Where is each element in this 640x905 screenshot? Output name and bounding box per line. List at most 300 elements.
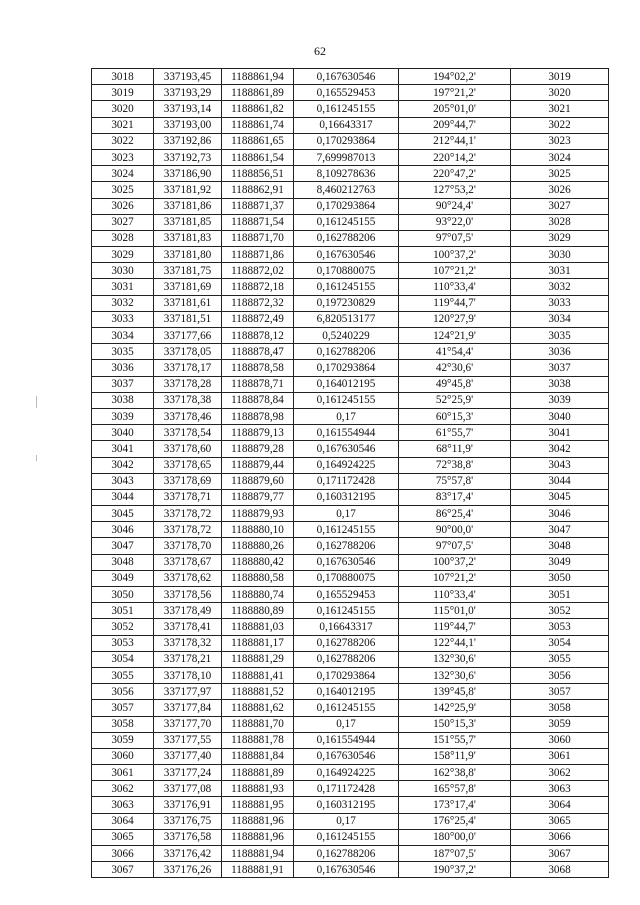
bearing-cell: 132°30,6' <box>399 651 511 667</box>
bearing-cell: 212°44,1' <box>399 133 511 149</box>
point-number-cell: 3058 <box>92 716 154 732</box>
point-number-cell: 3019 <box>92 85 154 101</box>
y-coordinate-cell: 1188856,51 <box>222 166 294 182</box>
next-point-cell: 3037 <box>511 360 609 376</box>
table-row <box>92 554 609 570</box>
point-number-cell: 3031 <box>92 279 154 295</box>
y-coordinate-cell: 1188879,93 <box>222 506 294 522</box>
next-point-cell: 3051 <box>511 587 609 603</box>
distance-cell: 0,161245155 <box>294 700 399 716</box>
table-row <box>92 198 609 214</box>
x-coordinate-cell: 337178,28 <box>154 376 222 392</box>
table-row <box>92 522 609 538</box>
distance-cell: 0,17 <box>294 813 399 829</box>
table-row <box>92 700 609 716</box>
x-coordinate-cell: 337176,26 <box>154 862 222 878</box>
bearing-cell: 93°22,0' <box>399 214 511 230</box>
distance-cell: 0,161245155 <box>294 522 399 538</box>
bearing-cell: 205°01,0' <box>399 101 511 117</box>
table-row <box>92 716 609 732</box>
y-coordinate-cell: 1188880,89 <box>222 603 294 619</box>
table-row <box>92 635 609 651</box>
next-point-cell: 3060 <box>511 732 609 748</box>
x-coordinate-cell: 337181,86 <box>154 198 222 214</box>
distance-cell: 0,161245155 <box>294 214 399 230</box>
x-coordinate-cell: 337178,72 <box>154 522 222 538</box>
table-row <box>92 295 609 311</box>
distance-cell: 0,162788206 <box>294 635 399 651</box>
distance-cell: 8,109278636 <box>294 166 399 182</box>
x-coordinate-cell: 337177,66 <box>154 328 222 344</box>
point-number-cell: 3024 <box>92 166 154 182</box>
next-point-cell: 3067 <box>511 846 609 862</box>
bearing-cell: 162°38,8' <box>399 765 511 781</box>
coordinates-table-body <box>92 69 609 878</box>
point-number-cell: 3032 <box>92 295 154 311</box>
distance-cell: 0,161245155 <box>294 101 399 117</box>
y-coordinate-cell: 1188861,94 <box>222 69 294 85</box>
next-point-cell: 3061 <box>511 748 609 764</box>
y-coordinate-cell: 1188878,58 <box>222 360 294 376</box>
point-number-cell: 3030 <box>92 263 154 279</box>
distance-cell: 0,162788206 <box>294 538 399 554</box>
next-point-cell: 3026 <box>511 182 609 198</box>
bearing-cell: 187°07,5' <box>399 846 511 862</box>
distance-cell: 0,162788206 <box>294 651 399 667</box>
next-point-cell: 3066 <box>511 829 609 845</box>
bearing-cell: 142°25,9' <box>399 700 511 716</box>
bearing-cell: 132°30,6' <box>399 667 511 683</box>
bearing-cell: 68°11,9' <box>399 441 511 457</box>
bearing-cell: 120°27,9' <box>399 311 511 327</box>
table-row <box>92 360 609 376</box>
y-coordinate-cell: 1188881,62 <box>222 700 294 716</box>
bearing-cell: 194°02,2' <box>399 69 511 85</box>
point-number-cell: 3028 <box>92 230 154 246</box>
distance-cell: 0,17 <box>294 506 399 522</box>
table-row <box>92 69 609 85</box>
y-coordinate-cell: 1188881,94 <box>222 846 294 862</box>
table-row <box>92 392 609 408</box>
y-coordinate-cell: 1188872,49 <box>222 311 294 327</box>
distance-cell: 0,164012195 <box>294 376 399 392</box>
next-point-cell: 3021 <box>511 101 609 117</box>
point-number-cell: 3048 <box>92 554 154 570</box>
next-point-cell: 3041 <box>511 425 609 441</box>
table-row <box>92 328 609 344</box>
bearing-cell: 115°01,0' <box>399 603 511 619</box>
x-coordinate-cell: 337193,00 <box>154 117 222 133</box>
distance-cell: 0,170880075 <box>294 263 399 279</box>
point-number-cell: 3057 <box>92 700 154 716</box>
y-coordinate-cell: 1188881,70 <box>222 716 294 732</box>
y-coordinate-cell: 1188880,26 <box>222 538 294 554</box>
point-number-cell: 3026 <box>92 198 154 214</box>
x-coordinate-cell: 337178,32 <box>154 635 222 651</box>
y-coordinate-cell: 1188881,91 <box>222 862 294 878</box>
distance-cell: 0,161245155 <box>294 829 399 845</box>
next-point-cell: 3065 <box>511 813 609 829</box>
x-coordinate-cell: 337176,75 <box>154 813 222 829</box>
x-coordinate-cell: 337178,05 <box>154 344 222 360</box>
next-point-cell: 3045 <box>511 489 609 505</box>
bearing-cell: 110°33,4' <box>399 587 511 603</box>
table-row <box>92 101 609 117</box>
x-coordinate-cell: 337181,83 <box>154 230 222 246</box>
y-coordinate-cell: 1188881,89 <box>222 765 294 781</box>
y-coordinate-cell: 1188862,91 <box>222 182 294 198</box>
bearing-cell: 119°44,7' <box>399 619 511 635</box>
point-number-cell: 3025 <box>92 182 154 198</box>
y-coordinate-cell: 1188872,02 <box>222 263 294 279</box>
point-number-cell: 3054 <box>92 651 154 667</box>
margin-mark <box>36 455 37 461</box>
next-point-cell: 3055 <box>511 651 609 667</box>
next-point-cell: 3053 <box>511 619 609 635</box>
point-number-cell: 3021 <box>92 117 154 133</box>
y-coordinate-cell: 1188881,84 <box>222 748 294 764</box>
next-point-cell: 3049 <box>511 554 609 570</box>
distance-cell: 0,170293864 <box>294 667 399 683</box>
y-coordinate-cell: 1188881,41 <box>222 667 294 683</box>
table-row <box>92 781 609 797</box>
point-number-cell: 3046 <box>92 522 154 538</box>
x-coordinate-cell: 337186,90 <box>154 166 222 182</box>
point-number-cell: 3055 <box>92 667 154 683</box>
point-number-cell: 3052 <box>92 619 154 635</box>
next-point-cell: 3031 <box>511 263 609 279</box>
x-coordinate-cell: 337177,84 <box>154 700 222 716</box>
distance-cell: 0,165529453 <box>294 85 399 101</box>
point-number-cell: 3067 <box>92 862 154 878</box>
point-number-cell: 3033 <box>92 311 154 327</box>
next-point-cell: 3044 <box>511 473 609 489</box>
distance-cell: 0,17 <box>294 716 399 732</box>
distance-cell: 0,161245155 <box>294 392 399 408</box>
x-coordinate-cell: 337178,70 <box>154 538 222 554</box>
next-point-cell: 3047 <box>511 522 609 538</box>
bearing-cell: 150°15,3' <box>399 716 511 732</box>
point-number-cell: 3059 <box>92 732 154 748</box>
point-number-cell: 3061 <box>92 765 154 781</box>
table-row <box>92 408 609 424</box>
next-point-cell: 3024 <box>511 149 609 165</box>
table-row <box>92 182 609 198</box>
bearing-cell: 165°57,8' <box>399 781 511 797</box>
point-number-cell: 3027 <box>92 214 154 230</box>
next-point-cell: 3058 <box>511 700 609 716</box>
table-row <box>92 166 609 182</box>
y-coordinate-cell: 1188861,89 <box>222 85 294 101</box>
x-coordinate-cell: 337178,17 <box>154 360 222 376</box>
next-point-cell: 3036 <box>511 344 609 360</box>
next-point-cell: 3046 <box>511 506 609 522</box>
x-coordinate-cell: 337193,14 <box>154 101 222 117</box>
y-coordinate-cell: 1188871,86 <box>222 247 294 263</box>
x-coordinate-cell: 337178,38 <box>154 392 222 408</box>
table-row <box>92 765 609 781</box>
bearing-cell: 197°21,2' <box>399 85 511 101</box>
point-number-cell: 3037 <box>92 376 154 392</box>
bearing-cell: 151°55,7' <box>399 732 511 748</box>
distance-cell: 0,161554944 <box>294 732 399 748</box>
distance-cell: 0,161245155 <box>294 603 399 619</box>
distance-cell: 0,162788206 <box>294 344 399 360</box>
distance-cell: 0,170880075 <box>294 570 399 586</box>
next-point-cell: 3043 <box>511 457 609 473</box>
table-row <box>92 117 609 133</box>
table-row <box>92 344 609 360</box>
x-coordinate-cell: 337193,45 <box>154 69 222 85</box>
x-coordinate-cell: 337177,40 <box>154 748 222 764</box>
next-point-cell: 3023 <box>511 133 609 149</box>
next-point-cell: 3064 <box>511 797 609 813</box>
x-coordinate-cell: 337192,86 <box>154 133 222 149</box>
y-coordinate-cell: 1188878,12 <box>222 328 294 344</box>
table-row <box>92 603 609 619</box>
next-point-cell: 3019 <box>511 69 609 85</box>
y-coordinate-cell: 1188878,84 <box>222 392 294 408</box>
bearing-cell: 209°44,7' <box>399 117 511 133</box>
bearing-cell: 158°11,9' <box>399 748 511 764</box>
distance-cell: 0,164924225 <box>294 765 399 781</box>
table-row <box>92 473 609 489</box>
bearing-cell: 107°21,2' <box>399 570 511 586</box>
distance-cell: 0,170293864 <box>294 198 399 214</box>
table-row <box>92 376 609 392</box>
point-number-cell: 3039 <box>92 408 154 424</box>
table-row <box>92 667 609 683</box>
distance-cell: 0,167630546 <box>294 247 399 263</box>
distance-cell: 0,197230829 <box>294 295 399 311</box>
y-coordinate-cell: 1188879,44 <box>222 457 294 473</box>
y-coordinate-cell: 1188881,95 <box>222 797 294 813</box>
bearing-cell: 139°45,8' <box>399 684 511 700</box>
distance-cell: 0,16643317 <box>294 619 399 635</box>
table-row <box>92 862 609 878</box>
table-row <box>92 538 609 554</box>
next-point-cell: 3025 <box>511 166 609 182</box>
x-coordinate-cell: 337178,71 <box>154 489 222 505</box>
bearing-cell: 61°55,7' <box>399 425 511 441</box>
point-number-cell: 3018 <box>92 69 154 85</box>
distance-cell: 0,170293864 <box>294 360 399 376</box>
point-number-cell: 3035 <box>92 344 154 360</box>
distance-cell: 0,167630546 <box>294 748 399 764</box>
next-point-cell: 3048 <box>511 538 609 554</box>
bearing-cell: 60°15,3' <box>399 408 511 424</box>
bearing-cell: 100°37,2' <box>399 247 511 263</box>
next-point-cell: 3028 <box>511 214 609 230</box>
y-coordinate-cell: 1188878,47 <box>222 344 294 360</box>
table-row <box>92 797 609 813</box>
table-row <box>92 441 609 457</box>
table-row <box>92 133 609 149</box>
next-point-cell: 3050 <box>511 570 609 586</box>
point-number-cell: 3060 <box>92 748 154 764</box>
x-coordinate-cell: 337178,65 <box>154 457 222 473</box>
point-number-cell: 3049 <box>92 570 154 586</box>
x-coordinate-cell: 337178,67 <box>154 554 222 570</box>
table-row <box>92 732 609 748</box>
y-coordinate-cell: 1188871,70 <box>222 230 294 246</box>
bearing-cell: 176°25,4' <box>399 813 511 829</box>
x-coordinate-cell: 337177,70 <box>154 716 222 732</box>
next-point-cell: 3032 <box>511 279 609 295</box>
x-coordinate-cell: 337178,72 <box>154 506 222 522</box>
y-coordinate-cell: 1188879,77 <box>222 489 294 505</box>
y-coordinate-cell: 1188880,10 <box>222 522 294 538</box>
next-point-cell: 3027 <box>511 198 609 214</box>
next-point-cell: 3022 <box>511 117 609 133</box>
x-coordinate-cell: 337178,60 <box>154 441 222 457</box>
bearing-cell: 100°37,2' <box>399 554 511 570</box>
distance-cell: 0,161245155 <box>294 279 399 295</box>
next-point-cell: 3062 <box>511 765 609 781</box>
point-number-cell: 3029 <box>92 247 154 263</box>
point-number-cell: 3038 <box>92 392 154 408</box>
next-point-cell: 3057 <box>511 684 609 700</box>
bearing-cell: 97°07,5' <box>399 538 511 554</box>
x-coordinate-cell: 337178,69 <box>154 473 222 489</box>
x-coordinate-cell: 337178,56 <box>154 587 222 603</box>
distance-cell: 0,171172428 <box>294 473 399 489</box>
x-coordinate-cell: 337178,41 <box>154 619 222 635</box>
point-number-cell: 3056 <box>92 684 154 700</box>
x-coordinate-cell: 337193,29 <box>154 85 222 101</box>
y-coordinate-cell: 1188881,29 <box>222 651 294 667</box>
y-coordinate-cell: 1188881,03 <box>222 619 294 635</box>
distance-cell: 0,162788206 <box>294 230 399 246</box>
bearing-cell: 190°37,2' <box>399 862 511 878</box>
table-row <box>92 829 609 845</box>
x-coordinate-cell: 337178,62 <box>154 570 222 586</box>
next-point-cell: 3039 <box>511 392 609 408</box>
table-row <box>92 506 609 522</box>
table-row <box>92 587 609 603</box>
bearing-cell: 90°24,4' <box>399 198 511 214</box>
bearing-cell: 110°33,4' <box>399 279 511 295</box>
page-number: 62 <box>314 44 326 58</box>
x-coordinate-cell: 337177,08 <box>154 781 222 797</box>
distance-cell: 0,167630546 <box>294 862 399 878</box>
y-coordinate-cell: 1188861,74 <box>222 117 294 133</box>
table-row <box>92 247 609 263</box>
bearing-cell: 52°25,9' <box>399 392 511 408</box>
bearing-cell: 180°00,0' <box>399 829 511 845</box>
y-coordinate-cell: 1188879,28 <box>222 441 294 457</box>
bearing-cell: 220°14,2' <box>399 149 511 165</box>
distance-cell: 0,167630546 <box>294 554 399 570</box>
x-coordinate-cell: 337181,75 <box>154 263 222 279</box>
x-coordinate-cell: 337181,69 <box>154 279 222 295</box>
distance-cell: 6,820513177 <box>294 311 399 327</box>
point-number-cell: 3043 <box>92 473 154 489</box>
y-coordinate-cell: 1188880,42 <box>222 554 294 570</box>
table-row <box>92 214 609 230</box>
y-coordinate-cell: 1188881,78 <box>222 732 294 748</box>
x-coordinate-cell: 337176,58 <box>154 829 222 845</box>
y-coordinate-cell: 1188881,52 <box>222 684 294 700</box>
distance-cell: 0,165529453 <box>294 587 399 603</box>
next-point-cell: 3038 <box>511 376 609 392</box>
distance-cell: 0,160312195 <box>294 797 399 813</box>
next-point-cell: 3059 <box>511 716 609 732</box>
distance-cell: 0,162788206 <box>294 846 399 862</box>
x-coordinate-cell: 337181,51 <box>154 311 222 327</box>
distance-cell: 0,161554944 <box>294 425 399 441</box>
margin-mark <box>36 396 37 408</box>
table-row <box>92 748 609 764</box>
point-number-cell: 3041 <box>92 441 154 457</box>
table-row <box>92 651 609 667</box>
y-coordinate-cell: 1188880,74 <box>222 587 294 603</box>
distance-cell: 0,5240229 <box>294 328 399 344</box>
y-coordinate-cell: 1188879,13 <box>222 425 294 441</box>
point-number-cell: 3042 <box>92 457 154 473</box>
table-row <box>92 489 609 505</box>
distance-cell: 0,167630546 <box>294 441 399 457</box>
distance-cell: 0,164924225 <box>294 457 399 473</box>
point-number-cell: 3053 <box>92 635 154 651</box>
next-point-cell: 3033 <box>511 295 609 311</box>
x-coordinate-cell: 337177,97 <box>154 684 222 700</box>
distance-cell: 0,170293864 <box>294 133 399 149</box>
bearing-cell: 97°07,5' <box>399 230 511 246</box>
table-row <box>92 279 609 295</box>
coordinates-table <box>91 68 609 878</box>
point-number-cell: 3036 <box>92 360 154 376</box>
x-coordinate-cell: 337176,91 <box>154 797 222 813</box>
table-row <box>92 263 609 279</box>
y-coordinate-cell: 1188861,54 <box>222 149 294 165</box>
bearing-cell: 86°25,4' <box>399 506 511 522</box>
y-coordinate-cell: 1188861,82 <box>222 101 294 117</box>
x-coordinate-cell: 337181,85 <box>154 214 222 230</box>
bearing-cell: 42°30,6' <box>399 360 511 376</box>
x-coordinate-cell: 337181,61 <box>154 295 222 311</box>
point-number-cell: 3051 <box>92 603 154 619</box>
bearing-cell: 107°21,2' <box>399 263 511 279</box>
next-point-cell: 3042 <box>511 441 609 457</box>
y-coordinate-cell: 1188881,17 <box>222 635 294 651</box>
y-coordinate-cell: 1188871,37 <box>222 198 294 214</box>
x-coordinate-cell: 337178,21 <box>154 651 222 667</box>
next-point-cell: 3020 <box>511 85 609 101</box>
y-coordinate-cell: 1188881,96 <box>222 829 294 845</box>
point-number-cell: 3044 <box>92 489 154 505</box>
next-point-cell: 3030 <box>511 247 609 263</box>
point-number-cell: 3050 <box>92 587 154 603</box>
distance-cell: 0,160312195 <box>294 489 399 505</box>
y-coordinate-cell: 1188878,71 <box>222 376 294 392</box>
y-coordinate-cell: 1188872,32 <box>222 295 294 311</box>
y-coordinate-cell: 1188872,18 <box>222 279 294 295</box>
point-number-cell: 3065 <box>92 829 154 845</box>
bearing-cell: 122°44,1' <box>399 635 511 651</box>
table-row <box>92 813 609 829</box>
table-row <box>92 684 609 700</box>
distance-cell: 0,164012195 <box>294 684 399 700</box>
y-coordinate-cell: 1188881,96 <box>222 813 294 829</box>
next-point-cell: 3040 <box>511 408 609 424</box>
table-row <box>92 846 609 862</box>
bearing-cell: 83°17,4' <box>399 489 511 505</box>
x-coordinate-cell: 337178,49 <box>154 603 222 619</box>
x-coordinate-cell: 337178,46 <box>154 408 222 424</box>
bearing-cell: 124°21,9' <box>399 328 511 344</box>
distance-cell: 8,460212763 <box>294 182 399 198</box>
